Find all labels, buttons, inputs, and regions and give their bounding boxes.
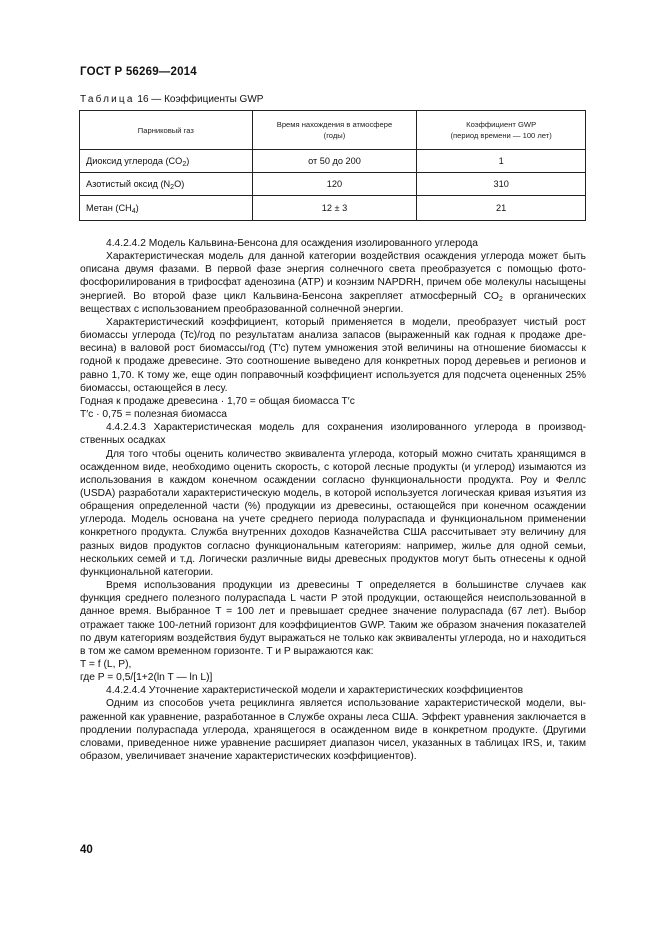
gas-name: Диоксид углерода (CO — [86, 156, 183, 166]
formula-total-biomass: Годная к продаже древесина · 1,70 = общая биомасса T′c — [80, 395, 355, 407]
table-caption-prefix: Таблица — [80, 94, 135, 105]
table-row — [80, 196, 586, 221]
gas-name-end: ) — [186, 156, 190, 166]
paragraph-calvin-benson-2: Характеристический коэффициент, который применяется в модели, преобразует чистый рост биомассы углерода (Tc)/год по результатам анализа запасов (выраженный как годная к продаже древесина) в валовой рост биомассы/год (T′c) путем умножения этой величины на отношение биомассы к годной к продаже древесине. Это соотношение выведено для конкретных пород деревьев и регионов и равно 1,70. К тому же, еще один поправочный коэффициент используется для подсчета оцененных 25% биомассы, остающейся в лесу. — [80, 316, 586, 394]
body-text — [80, 237, 586, 763]
cell-gwp: 310 — [417, 173, 586, 196]
gwp-table — [79, 110, 586, 221]
table-caption-rest: 16 — Коэффициенты GWP — [134, 94, 264, 105]
gas-subscript: 2 — [182, 161, 187, 168]
cell-years: 120 — [252, 173, 417, 196]
header-gas — [80, 111, 253, 150]
gas-name-end: ) — [135, 203, 139, 213]
header-lifetime-line2: (годы) — [323, 131, 346, 140]
formula-t-function: T = f (L, P), — [80, 659, 132, 670]
co2-subscript: 2 — [499, 295, 503, 303]
cell-gwp: 1 — [417, 150, 586, 173]
header-gas-label: Парниковый газ — [137, 125, 194, 135]
page-number: 40 — [80, 844, 93, 856]
gas-name-end: O) — [174, 179, 185, 189]
gas-name: Метан (CH — [86, 203, 132, 213]
cell-gwp: 21 — [417, 196, 586, 221]
table-row — [80, 150, 586, 173]
section-title-4-4-2-4-3: 4.4.2.4.3 Характеристическая модель для сохранения изолированного углерода в производственных осадках — [80, 422, 586, 447]
table-row — [80, 173, 586, 196]
header-gwp — [417, 111, 586, 150]
cell-gas — [80, 150, 253, 173]
table-header-row — [80, 111, 586, 150]
paragraph-deposits-1: Для того чтобы оценить количество эквивалента углерода, который можно считать хранящимся в осажденном виде, необходимо оценить скорость, с которой лесные продукты (и углерод) изымаются из использования в каждом конечном осаждении согласно функциональности продукта. Роу и Феллс (USDA) разработали характеристическую модель, в которой используется логическая кривая изъятия из обращения определенной части (%) продукции из древесины, остающейся при конечном осаждении углерода. Модель основана на учете среднего периода полураспада и функциональном применении конкретного продукта. Служба внутренних доходов Казначейства США рассчитывает эту величину для разных видов продуктов согласно функциональным категориям: например, жилье для одной семьи, нескольких семей и т.д. Логически различные виды древесных продуктов могут быть отнесены к одной функциональной категории. — [80, 448, 586, 578]
paragraph-deposits-2: Время использования продукции из древесины T определяется в большинстве случаев как функция среднего полезного полураспада L части P этой продукции, остающейся неиспользованной в данное время. Выбранное T = 100 лет и превышает среднее значение полураспада (67 лет). Выбор отражает также 100-летний горизонт для коэффициентов GWP. Таким же образом значения показателей по двум категориям воздействия будут выражаться не только как эквиваленты углерода, но и находиться в том же самом временном горизонте. T и P выражаются как: — [80, 580, 586, 657]
header-lifetime — [252, 111, 417, 150]
header-gwp-line1: Коэффициент GWP — [466, 120, 537, 129]
standard-header: ГОСТ Р 56269—2014 — [80, 66, 197, 78]
gas-subscript: 4 — [131, 208, 136, 215]
paragraph-text: в органических веществах с использованием преобразованной солнечной энергии. — [80, 290, 586, 315]
where-line: где P = 0,5/[1+2(ln T — ln L)] — [80, 672, 213, 684]
cell-gas — [80, 173, 253, 196]
header-lifetime-line1: Время нахождения в атмосфере — [276, 120, 393, 129]
header-gwp-line2: (период времени — 100 лет) — [450, 131, 552, 140]
section-title-4-4-2-4-2: 4.4.2.4.2 Модель Кальвина-Бенсона для осаждения изолированного углерода — [106, 238, 478, 249]
section-title-4-4-2-4-4: 4.4.2.4.4 Уточнение характеристической модели и характеристических коэффициентов — [106, 685, 524, 697]
table-caption — [80, 94, 263, 105]
cell-gas — [80, 196, 253, 221]
paragraph-calvin-benson-1 — [80, 250, 586, 316]
paragraph-refinement-1: Одним из способов учета рециклинга является использование характеристической модели, выраженной как уравнение, разработанное в Службе охраны леса США. Эффект уравнения заключается в продлении полураспада углерода, хранящегося в осажденном виде в конкретном продукте. (Другими словами, приведенное ниже уравнение расширяет диапазон чисел, указанных в таблицах IRS, и, таким образом, увеличивает значение характеристических коэффициентов). — [80, 698, 586, 763]
gas-name: Азотистый оксид (N — [86, 179, 171, 189]
paragraph-text: Характеристическая модель для данной категории воздействия осаждения углерода может быть описана двумя фазами. В первой фазе энергия солнечного света преобразуется с помощью фотофосфорилирования в трифосфат аденозина (ATP) и коэнзим NAPDRH, причем обе молекулы насыщены энергией. Во второй фазе цикл Кальвина-Бенсона закрепляет атмосферный CO — [80, 251, 586, 302]
formula-useful-biomass: T′c · 0,75 = полезная биомасса — [80, 409, 227, 421]
cell-years: 12 ± 3 — [252, 196, 417, 221]
gas-subscript: 2 — [170, 184, 175, 191]
cell-years: от 50 до 200 — [252, 150, 417, 173]
